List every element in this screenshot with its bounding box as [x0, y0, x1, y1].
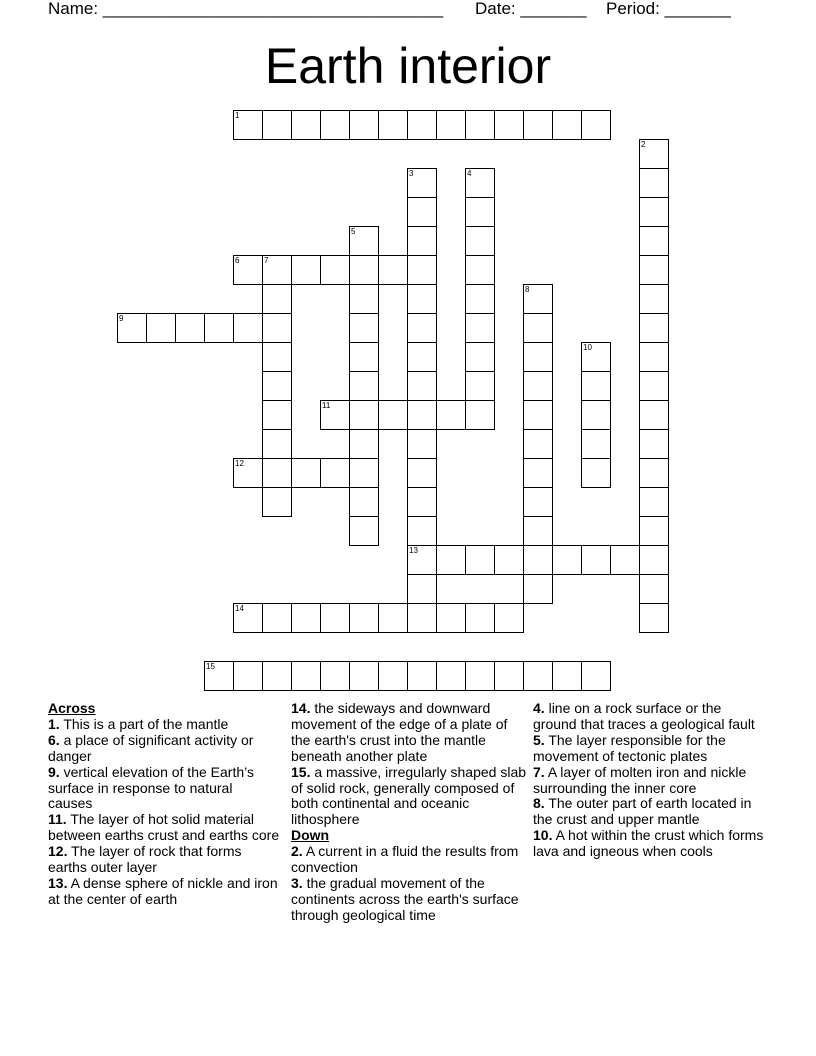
crossword-cell[interactable]: [581, 429, 611, 459]
crossword-cell[interactable]: [262, 661, 292, 691]
cell-number: 8: [525, 285, 530, 294]
crossword-cell[interactable]: [407, 661, 437, 691]
crossword-cell[interactable]: [349, 313, 379, 343]
crossword-cell[interactable]: [523, 342, 553, 372]
crossword-cell[interactable]: [465, 400, 495, 430]
clue-down-8: [533, 796, 768, 828]
crossword-cell[interactable]: [407, 516, 437, 546]
crossword-cell[interactable]: [407, 603, 437, 633]
clue-text: A layer of molten iron and nickle surrounding the inner core: [533, 763, 747, 796]
crossword-cell[interactable]: [407, 545, 437, 575]
crossword-cell[interactable]: [465, 371, 495, 401]
clue-column-3: [533, 701, 768, 860]
crossword-cell[interactable]: [262, 371, 292, 401]
crossword-cell[interactable]: [523, 429, 553, 459]
crossword-cell[interactable]: [581, 342, 611, 372]
crossword-cell[interactable]: [204, 661, 234, 691]
clue-text: the sideways and downward movement of the edge of a plate of the earth's crust into the mantle beneath another plate: [291, 700, 508, 764]
crossword-cell[interactable]: [465, 545, 495, 575]
crossword-cell[interactable]: [465, 342, 495, 372]
clue-number: 9.: [48, 763, 60, 780]
clue-down-10: [533, 828, 768, 860]
cell-number: 7: [264, 256, 269, 265]
clue-text: The layer responsible for the movement of tectonic plates: [533, 731, 726, 764]
cell-number: 2: [641, 140, 646, 149]
clue-number: 7.: [533, 763, 545, 780]
clue-across-12: [48, 844, 280, 876]
crossword-cell[interactable]: [552, 110, 582, 140]
crossword-cell[interactable]: [117, 313, 147, 343]
crossword-cell[interactable]: [407, 197, 437, 227]
crossword-cell[interactable]: [610, 545, 640, 575]
crossword-cell[interactable]: [233, 661, 263, 691]
crossword-cell[interactable]: [262, 400, 292, 430]
clue-text: the gradual movement of the continents across the earth's surface through geological time: [291, 874, 519, 923]
crossword-cell[interactable]: [320, 458, 350, 488]
crossword-cell[interactable]: [233, 110, 263, 140]
clue-down-3: [291, 876, 526, 924]
crossword-cell[interactable]: [639, 168, 669, 198]
cell-number: 14: [235, 604, 244, 613]
down-heading: Down: [291, 827, 330, 844]
crossword-cell[interactable]: [349, 661, 379, 691]
crossword-cell[interactable]: [639, 516, 669, 546]
crossword-cell[interactable]: [407, 487, 437, 517]
clue-number: 11.: [48, 811, 67, 828]
clue-across-1: [48, 717, 280, 733]
crossword-cell[interactable]: [349, 516, 379, 546]
crossword-cell[interactable]: [349, 458, 379, 488]
cell-number: 1: [235, 111, 240, 120]
clue-text: a place of significant activity or danger: [48, 731, 254, 764]
crossword-cell[interactable]: [262, 487, 292, 517]
crossword-cell[interactable]: [465, 226, 495, 256]
crossword-cell[interactable]: [378, 255, 408, 285]
crossword-cell[interactable]: [204, 313, 234, 343]
crossword-cell[interactable]: [320, 661, 350, 691]
crossword-cell[interactable]: [523, 371, 553, 401]
clue-number: 14.: [291, 700, 311, 716]
crossword-cell[interactable]: [262, 313, 292, 343]
crossword-cell[interactable]: [262, 603, 292, 633]
crossword-cell[interactable]: [581, 458, 611, 488]
clue-text: A hot within the crust which forms lava and igneous when cools: [533, 827, 764, 860]
crossword-cell[interactable]: [349, 342, 379, 372]
crossword-cell[interactable]: [407, 284, 437, 314]
clue-number: 6.: [48, 731, 60, 748]
clue-across-11: [48, 812, 280, 844]
crossword-cell[interactable]: [378, 661, 408, 691]
crossword-cell[interactable]: [407, 458, 437, 488]
crossword-cell[interactable]: [407, 371, 437, 401]
crossword-cell[interactable]: [262, 342, 292, 372]
crossword-cell[interactable]: [262, 110, 292, 140]
crossword-cell[interactable]: [639, 371, 669, 401]
crossword-cell[interactable]: [349, 226, 379, 256]
crossword-cell[interactable]: [378, 603, 408, 633]
clue-down-2: [291, 844, 526, 876]
crossword-cell[interactable]: [639, 226, 669, 256]
crossword-cell[interactable]: [349, 255, 379, 285]
clue-across-6: [48, 733, 280, 765]
clue-number: 10.: [533, 827, 553, 844]
crossword-cell[interactable]: [407, 226, 437, 256]
crossword-cell[interactable]: [320, 110, 350, 140]
clue-text: vertical elevation of the Earth’s surface in response to natural causes: [48, 763, 254, 812]
crossword-cell[interactable]: [581, 371, 611, 401]
crossword-cell[interactable]: [639, 342, 669, 372]
clue-across-13: [48, 876, 280, 908]
crossword-cell[interactable]: [233, 313, 263, 343]
crossword-cell[interactable]: [465, 284, 495, 314]
crossword-cell[interactable]: [233, 603, 263, 633]
crossword-cell[interactable]: [349, 429, 379, 459]
crossword-cell[interactable]: [581, 110, 611, 140]
crossword-cell[interactable]: [552, 661, 582, 691]
clue-down-4: [533, 701, 768, 733]
crossword-cell[interactable]: [523, 400, 553, 430]
clue-text: a massive, irregularly shaped slab of solid rock, generally composed of both continental and oceanic lithosphere: [291, 763, 527, 828]
clue-down-5: [533, 733, 768, 765]
crossword-cell[interactable]: [639, 313, 669, 343]
crossword-cell[interactable]: [349, 110, 379, 140]
crossword-cell[interactable]: [378, 400, 408, 430]
crossword-cell[interactable]: [436, 661, 466, 691]
crossword-cell[interactable]: [378, 110, 408, 140]
crossword-cell[interactable]: [291, 661, 321, 691]
crossword-cell[interactable]: [407, 574, 437, 604]
crossword-cell[interactable]: [436, 603, 466, 633]
crossword-cell[interactable]: [320, 400, 350, 430]
period-field-label[interactable]: Period: _______: [606, 0, 731, 18]
clue-text: The layer of hot solid material between earths crust and earths core: [48, 811, 280, 844]
crossword-cell[interactable]: [233, 458, 263, 488]
clue-number: 2.: [291, 843, 303, 860]
crossword-cell[interactable]: [494, 603, 524, 633]
clue-number: 5.: [533, 731, 545, 748]
cell-number: 13: [409, 546, 418, 555]
crossword-cell[interactable]: [639, 255, 669, 285]
cell-number: 5: [351, 227, 356, 236]
clue-text: A current in a fluid the results from convection: [291, 843, 519, 876]
cell-number: 15: [206, 662, 215, 671]
crossword-cell[interactable]: [349, 284, 379, 314]
clue-down-7: [533, 765, 768, 797]
crossword-cell[interactable]: [581, 400, 611, 430]
crossword-cell[interactable]: [523, 574, 553, 604]
crossword-cell[interactable]: [523, 110, 553, 140]
cell-number: 11: [322, 401, 331, 410]
crossword-cell[interactable]: [639, 139, 669, 169]
cell-number: 10: [583, 343, 592, 352]
crossword-cell[interactable]: [291, 603, 321, 633]
crossword-cell[interactable]: [494, 110, 524, 140]
crossword-cell[interactable]: [523, 661, 553, 691]
crossword-cell[interactable]: [291, 255, 321, 285]
crossword-cell[interactable]: [407, 400, 437, 430]
crossword-cell[interactable]: [436, 110, 466, 140]
clue-across-15: [291, 765, 526, 829]
crossword-cell[interactable]: [320, 603, 350, 633]
crossword-cell[interactable]: [146, 313, 176, 343]
crossword-cell[interactable]: [523, 487, 553, 517]
crossword-cell[interactable]: [465, 255, 495, 285]
date-field-label[interactable]: Date: _______: [475, 0, 587, 18]
crossword-cell[interactable]: [465, 661, 495, 691]
crossword-cell[interactable]: [349, 487, 379, 517]
crossword-cell[interactable]: [349, 371, 379, 401]
clue-across-9: [48, 765, 280, 813]
cell-number: 12: [235, 459, 244, 468]
clue-number: 8.: [533, 795, 545, 812]
crossword-cell[interactable]: [407, 313, 437, 343]
crossword-cell[interactable]: [639, 197, 669, 227]
crossword-cell[interactable]: [407, 110, 437, 140]
crossword-cell[interactable]: [639, 458, 669, 488]
page-title: Earth interior: [264, 38, 552, 94]
crossword-cell[interactable]: [639, 603, 669, 633]
crossword-cell[interactable]: [465, 313, 495, 343]
crossword-cell[interactable]: [407, 342, 437, 372]
clue-number: 13.: [48, 874, 68, 891]
name-field-label[interactable]: Name: ____________________________________: [48, 0, 444, 18]
cell-number: 6: [235, 256, 240, 265]
crossword-cell[interactable]: [320, 255, 350, 285]
crossword-cell[interactable]: [523, 516, 553, 546]
crossword-cell[interactable]: [291, 110, 321, 140]
crossword-cell[interactable]: [262, 284, 292, 314]
crossword-cell[interactable]: [407, 168, 437, 198]
clue-text: The layer of rock that forms earths outer layer: [48, 843, 242, 876]
clue-text: A dense sphere of nickle and iron at the center of earth: [48, 874, 278, 907]
crossword-cell[interactable]: [639, 545, 669, 575]
crossword-cell[interactable]: [407, 255, 437, 285]
clue-number: 15.: [291, 763, 311, 780]
cell-number: 3: [409, 169, 414, 178]
across-heading: Across: [48, 700, 96, 716]
clue-text: This is a part of the mantle: [63, 715, 229, 732]
crossword-cell[interactable]: [262, 429, 292, 459]
crossword-cell[interactable]: [523, 313, 553, 343]
crossword-cell[interactable]: [349, 603, 379, 633]
crossword-cell[interactable]: [639, 400, 669, 430]
crossword-cell[interactable]: [436, 400, 466, 430]
crossword-cell[interactable]: [639, 429, 669, 459]
clue-number: 3.: [291, 874, 303, 891]
crossword-cell[interactable]: [523, 545, 553, 575]
crossword-cell[interactable]: [436, 545, 466, 575]
crossword-cell[interactable]: [262, 458, 292, 488]
crossword-cell[interactable]: [465, 168, 495, 198]
crossword-cell[interactable]: [639, 574, 669, 604]
clue-text: line on a rock surface or the ground that traces a geological fault: [533, 700, 755, 732]
clue-across-14: [291, 701, 526, 765]
clue-text: The outer part of earth located in the crust and upper mantle: [533, 795, 752, 828]
crossword-cell[interactable]: [552, 545, 582, 575]
crossword-cell[interactable]: [465, 197, 495, 227]
crossword-cell[interactable]: [291, 458, 321, 488]
crossword-cell[interactable]: [581, 661, 611, 691]
crossword-cell[interactable]: [465, 110, 495, 140]
crossword-cell[interactable]: [407, 429, 437, 459]
crossword-cell[interactable]: [175, 313, 205, 343]
crossword-cell[interactable]: [349, 400, 379, 430]
clue-number: 12.: [48, 843, 68, 860]
cell-number: 9: [119, 314, 124, 323]
crossword-cell[interactable]: [523, 458, 553, 488]
crossword-cell[interactable]: [494, 661, 524, 691]
clue-number: 4.: [533, 700, 545, 716]
crossword-cell[interactable]: [494, 545, 524, 575]
crossword-cell[interactable]: [262, 255, 292, 285]
crossword-cell[interactable]: [523, 284, 553, 314]
crossword-cell[interactable]: [465, 603, 495, 633]
crossword-cell[interactable]: [639, 487, 669, 517]
cell-number: 4: [467, 169, 472, 178]
clue-column-1: [48, 701, 280, 908]
clue-number: 1.: [48, 715, 60, 732]
crossword-cell[interactable]: [581, 545, 611, 575]
crossword-cell[interactable]: [639, 284, 669, 314]
crossword-cell[interactable]: [233, 255, 263, 285]
clue-column-2: [291, 701, 526, 924]
